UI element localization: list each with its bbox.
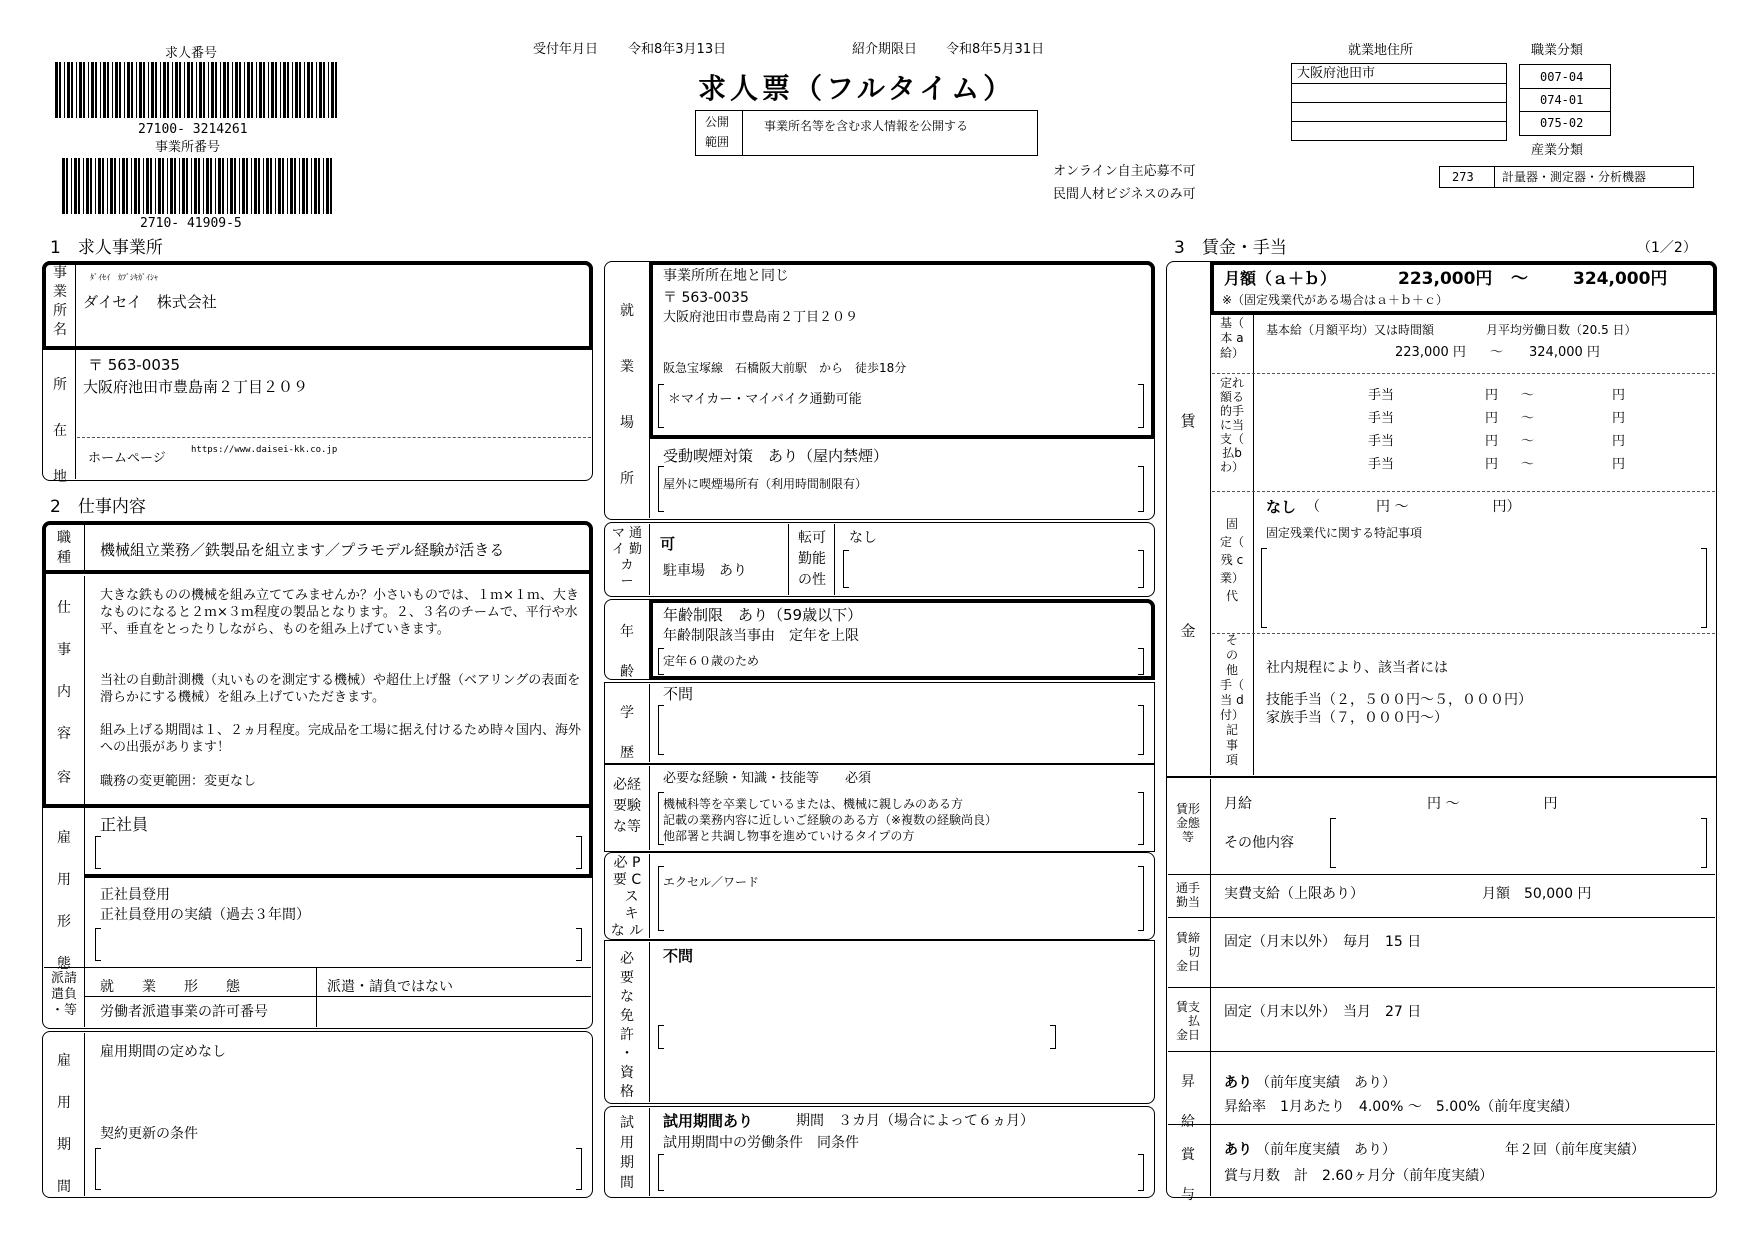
barcode-bar bbox=[203, 62, 205, 118]
company-address: 大阪府池田市豊島南２丁目２０９ bbox=[83, 378, 309, 396]
barcode-bar bbox=[328, 62, 329, 118]
barcode-bar bbox=[215, 62, 217, 118]
barcode-bar bbox=[234, 158, 236, 214]
work-form-label: 就 業 形 態 bbox=[100, 979, 240, 995]
barcode-bar bbox=[311, 62, 313, 118]
job-number: 27100- 3214261 bbox=[138, 122, 248, 137]
barcode-bar bbox=[114, 158, 116, 214]
employment-type-frame bbox=[84, 806, 593, 878]
job-category-1: 007-04 bbox=[1540, 70, 1584, 84]
barcode-bar bbox=[100, 62, 101, 118]
barcode-bar bbox=[71, 158, 72, 214]
smoking-detail: 屋外に喫煙場所有（利用時間制限有） bbox=[663, 477, 868, 491]
barcode-bar bbox=[203, 158, 204, 214]
barcode-bar bbox=[67, 62, 70, 118]
barcode-bar bbox=[88, 62, 89, 118]
barcode-bar bbox=[143, 62, 145, 118]
barcode-bar bbox=[150, 158, 152, 214]
barcode-bar bbox=[151, 62, 154, 118]
regular-promotion: 正社員登用 bbox=[100, 887, 170, 903]
homepage-url[interactable]: https://www.daisei-kk.co.jp bbox=[191, 445, 338, 455]
job-number-label: 求人番号 bbox=[165, 46, 218, 61]
job-content-p2: 当社の自動計測機（丸いものを測定する機械）や超仕上げ盤（ベアリングの表面を滑らかにする機械）を組み上げていただきます。 bbox=[100, 673, 581, 705]
commute-allowance-label: 通手 勤当 bbox=[1175, 881, 1200, 909]
barcode-bar bbox=[311, 158, 312, 214]
barcode-bar bbox=[146, 158, 149, 214]
car-section bbox=[604, 522, 1155, 597]
barcode-bar bbox=[268, 62, 269, 118]
barcode-bar bbox=[174, 158, 176, 214]
age-detail: 定年６０歳のため bbox=[663, 654, 760, 668]
barcode-bar bbox=[290, 158, 293, 214]
barcode-bar bbox=[299, 158, 300, 214]
barcode-bar bbox=[222, 158, 224, 214]
barcode-bar bbox=[295, 62, 298, 118]
experience-line2: 記載の業務内容に近しいご経験のある方（※複数の経験尚良） bbox=[663, 813, 998, 827]
job-category-label: 職業分類 bbox=[1531, 43, 1584, 58]
disclosure-box bbox=[695, 110, 1038, 156]
barcode-bar bbox=[208, 62, 209, 118]
allowance-tilde: 〜 bbox=[1521, 388, 1535, 403]
page-title: 求人票（フルタイム） bbox=[698, 72, 1016, 105]
barcode-bar bbox=[287, 62, 289, 118]
basic-min: 223,000 円 bbox=[1395, 345, 1466, 360]
wage-label-1: 賃 bbox=[1180, 412, 1196, 430]
payday-value: 固定（月末以外） 当月 27 日 bbox=[1224, 1004, 1422, 1020]
job-content-p1: 大きな鉄ものの機械を組み立ててみませんか？小さいものでは、１ｍ×１ｍ、大きなものになると２ｍ×３ｍ程度の製品となります。２、３名のチームで、平行や水平、垂直をとったりしながら、ものを組み上げていきます。 bbox=[100, 588, 579, 637]
barcode-bar bbox=[316, 62, 317, 118]
workplace-frame bbox=[649, 261, 1155, 439]
barcode-bar bbox=[215, 158, 216, 214]
barcode-bar bbox=[227, 62, 229, 118]
payday-label: 賃支 払 金日 bbox=[1175, 1000, 1200, 1042]
barcode-bar bbox=[95, 158, 96, 214]
barcode-bar bbox=[258, 158, 260, 214]
industry-label: 産業分類 bbox=[1531, 143, 1584, 158]
disclosure-label: 公開 bbox=[705, 115, 730, 129]
received-date-label: 受付年月日 bbox=[533, 42, 599, 57]
allowance-name: 手当 bbox=[1368, 457, 1395, 472]
bonus-value: あり bbox=[1224, 1142, 1252, 1158]
barcode-bar bbox=[119, 62, 121, 118]
fixed-overtime-label: 固 定（ 残 c 業） 代 bbox=[1219, 517, 1244, 603]
barcode-bar bbox=[230, 158, 233, 214]
referral-deadline: 令和8年5月31日 bbox=[946, 42, 1045, 57]
workplace-address: 大阪府池田市豊島南２丁目２０９ bbox=[663, 310, 859, 325]
barcode-bar bbox=[119, 158, 120, 214]
workplace-postal: 〒 563-0035 bbox=[663, 290, 749, 306]
barcode-bar bbox=[110, 158, 113, 214]
barcode-bar bbox=[179, 158, 180, 214]
barcode-bar bbox=[196, 62, 197, 118]
job-type: 機械組立業務／鉄製品を組立ます／プラモデル経験が活きる bbox=[100, 541, 505, 559]
allowance-yen: 円 bbox=[1612, 434, 1626, 449]
work-address-label: 就業地住所 bbox=[1348, 43, 1414, 58]
barcode-bar bbox=[83, 62, 85, 118]
barcode-bar bbox=[270, 158, 272, 214]
allowance-tilde: 〜 bbox=[1521, 411, 1535, 426]
barcode-bar bbox=[86, 158, 89, 214]
barcode-bar bbox=[62, 158, 65, 214]
barcode-bar bbox=[251, 158, 252, 214]
education-value: 不問 bbox=[663, 685, 694, 703]
barcode-bar bbox=[263, 62, 265, 118]
barcode-bar bbox=[292, 62, 293, 118]
barcode-bar bbox=[299, 62, 301, 118]
barcode-bar bbox=[283, 62, 286, 118]
allowance-tilde: 〜 bbox=[1521, 434, 1535, 449]
private-hr-note: 民間人材ビジネスのみ可 bbox=[1053, 187, 1196, 202]
monthly-note: ※（固定残業代がある場合はａ＋ｂ＋ｃ） bbox=[1222, 293, 1449, 307]
barcode-bar bbox=[278, 158, 281, 214]
pc-skill-value: エクセル／ワード bbox=[663, 875, 760, 889]
other-allowance-line3: 家族手当（７，０００円〜） bbox=[1266, 710, 1448, 726]
allowance-yen: 円 bbox=[1612, 411, 1626, 426]
experience-line3: 他部署と共調し物事を進めていけるタイプの方 bbox=[663, 829, 915, 843]
barcode-bar bbox=[163, 62, 166, 118]
barcode-bar bbox=[256, 62, 257, 118]
wage-form-label: 賃形 金態 等 bbox=[1175, 802, 1200, 844]
barcode-bar bbox=[323, 62, 325, 118]
commute-allowance-amount: 月額 50,000 円 bbox=[1482, 886, 1592, 902]
period-label: 雇 用 期 間 bbox=[57, 1053, 71, 1195]
address-label: 所 在 地 bbox=[53, 377, 67, 485]
section1-heading: 1 求人事業所 bbox=[50, 238, 163, 258]
commute-note: ＊マイカー・マイバイク通勤可能 bbox=[668, 392, 862, 407]
barcode-bar bbox=[136, 62, 137, 118]
barcode-bar bbox=[246, 158, 248, 214]
barcode-bar bbox=[155, 158, 156, 214]
barcode-bar bbox=[91, 62, 94, 118]
transfer-value: なし bbox=[849, 530, 877, 546]
basic-header: 基本給（月額平均）又は時間額 bbox=[1266, 323, 1435, 337]
job-type-label: 職 種 bbox=[57, 530, 71, 566]
homepage-label: ホームページ bbox=[88, 451, 166, 466]
work-form-value: 派遣・請負ではない bbox=[327, 979, 453, 995]
barcode-bar bbox=[76, 62, 77, 118]
raise-rate: 昇給率 1月あたり 4.00% 〜 5.00%（前年度実績） bbox=[1224, 1099, 1579, 1115]
age-reason: 年齢制限該当事由 定年を上限 bbox=[663, 628, 859, 644]
barcode-bar bbox=[266, 158, 269, 214]
wage-form-value: 月給 bbox=[1224, 796, 1252, 812]
barcode-bar bbox=[162, 158, 164, 214]
barcode-bar bbox=[259, 62, 262, 118]
license-value: 不問 bbox=[663, 947, 694, 965]
company-name-label: 事 業 所 名 bbox=[53, 265, 67, 338]
barcode-bar bbox=[275, 62, 277, 118]
smoking-policy: 受動喫煙対策 あり（屋内禁煙） bbox=[663, 447, 889, 465]
barcode-bar bbox=[319, 62, 322, 118]
job-category-3: 075-02 bbox=[1540, 116, 1584, 130]
barcode-bar bbox=[71, 62, 73, 118]
industry-code: 273 bbox=[1452, 170, 1474, 184]
bonus-label: 賞 与 bbox=[1181, 1147, 1195, 1203]
barcode-bar bbox=[282, 158, 284, 214]
workplace-label: 就 業 場 所 bbox=[620, 303, 634, 487]
barcode-bar bbox=[198, 158, 200, 214]
barcode-bar bbox=[175, 62, 178, 118]
barcode-bar bbox=[124, 62, 125, 118]
allowance-name: 手当 bbox=[1368, 434, 1395, 449]
barcode-bar bbox=[155, 62, 157, 118]
referral-deadline-label: 紹介期限日 bbox=[852, 42, 918, 57]
section3-heading: 3 賃金・手当 bbox=[1174, 238, 1287, 258]
barcode-bar bbox=[131, 158, 132, 214]
workplace-same: 事業所所在地と同じ bbox=[663, 268, 789, 284]
education-label: 学 歴 bbox=[620, 705, 634, 761]
job-content-label-end: 容 bbox=[57, 770, 71, 786]
allowance-tilde: 〜 bbox=[1521, 457, 1535, 472]
age-limit: 年齢制限 あり（59歳以下） bbox=[663, 606, 863, 624]
barcode-bar bbox=[64, 62, 65, 118]
renewal-label: 契約更新の条件 bbox=[100, 1126, 198, 1142]
workplace-access: 阪急宝塚線 石橋阪大前駅 から 徒歩18分 bbox=[663, 361, 907, 375]
wage-label-2: 金 bbox=[1180, 622, 1196, 640]
barcode-bar bbox=[194, 158, 197, 214]
barcode-bar bbox=[143, 158, 144, 214]
monthly-label: 月額（ａ＋ｂ） bbox=[1224, 269, 1337, 288]
bonus-record: （前年度実績 あり） bbox=[1256, 1142, 1396, 1158]
monthly-min: 223,000円 bbox=[1398, 269, 1493, 289]
barcode-bar bbox=[306, 158, 308, 214]
barcode-bar bbox=[79, 62, 82, 118]
barcode-bar bbox=[206, 158, 209, 214]
barcode-bar bbox=[107, 62, 109, 118]
pc-skill-section bbox=[604, 852, 1155, 940]
car-commute-label: マ 通 イ 勤 カ ー bbox=[611, 526, 643, 589]
other-allowance-line2: 技能手当（２，５００円〜５，０００円） bbox=[1266, 692, 1532, 708]
barcode-bar bbox=[112, 62, 113, 118]
wage-form-other: その他内容 bbox=[1224, 835, 1294, 851]
allowance-yen: 円 bbox=[1485, 457, 1499, 472]
barcode-bar bbox=[55, 62, 58, 118]
regular-promotion-record: 正社員登用の実績（過去３年間） bbox=[100, 907, 310, 923]
barcode-bar bbox=[184, 62, 185, 118]
allowance-yen: 円 bbox=[1485, 411, 1499, 426]
dispatch-permit-label: 労働者派遣事業の許可番号 bbox=[100, 1004, 268, 1020]
barcode-bar bbox=[275, 158, 276, 214]
basic-max: 324,000 円 bbox=[1529, 345, 1600, 360]
company-furigana: ﾀﾞｲｾｲ ｶﾌﾞｼｷｶﾞｲｼｬ bbox=[90, 273, 158, 282]
barcode-bar bbox=[307, 62, 310, 118]
barcode-bar bbox=[74, 158, 77, 214]
barcode-bar bbox=[138, 158, 140, 214]
page-indicator: （1／2） bbox=[1637, 240, 1697, 256]
barcode-bar bbox=[191, 158, 192, 214]
overtime-value: なし bbox=[1266, 498, 1297, 516]
experience-line1: 機械科等を卒業しているまたは、機械に親しみのある方 bbox=[663, 797, 964, 811]
parking: 駐車場 あり bbox=[663, 563, 747, 579]
barcode-bar bbox=[331, 62, 334, 118]
job-content-p3: 組み上げる期間は１、２ヵ月程度。完成品を工場に据え付けるため時々国内、海外への出張があります！ bbox=[100, 723, 582, 755]
industry-name: 計量器・測定器・分析機器 bbox=[1502, 170, 1647, 184]
job-category-2: 074-01 bbox=[1540, 93, 1584, 107]
job-content-label: 仕 事 内 容 bbox=[57, 600, 71, 742]
barcode-bar bbox=[223, 62, 226, 118]
bonus-times: 年２回（前年度実績） bbox=[1505, 1142, 1645, 1158]
car-commute-value: 可 bbox=[660, 535, 676, 553]
industry-box bbox=[1439, 166, 1694, 188]
fixed-allowance-label: 定れ 額る 的手 に当 支（ 払b わ） bbox=[1219, 376, 1244, 474]
raise-value: あり bbox=[1224, 1075, 1252, 1091]
barcode-bar bbox=[107, 158, 108, 214]
barcode-bar bbox=[134, 158, 137, 214]
barcode-bar bbox=[186, 158, 188, 214]
barcode-bar bbox=[280, 62, 281, 118]
barcode-bar bbox=[115, 62, 118, 118]
job-number-barcode bbox=[55, 62, 340, 118]
barcode-bar bbox=[127, 62, 130, 118]
barcode-bar bbox=[251, 62, 253, 118]
barcode-bar bbox=[102, 158, 104, 214]
barcode-bar bbox=[98, 158, 101, 214]
wage-form-range: 円 〜 円 bbox=[1427, 796, 1558, 812]
barcode-bar bbox=[232, 62, 233, 118]
barcode-bar bbox=[239, 158, 240, 214]
barcode-bar bbox=[90, 158, 92, 214]
basic-tilde: 〜 bbox=[1490, 345, 1504, 360]
company-postal: 〒 563-0035 bbox=[88, 356, 180, 374]
barcode-bar bbox=[66, 158, 68, 214]
barcode-bar bbox=[167, 62, 169, 118]
disclosure-label-2: 範囲 bbox=[705, 135, 730, 149]
other-allowance-label: そ の 他 手（ 当 d 付） 記 事 項 bbox=[1219, 633, 1244, 767]
barcode-bar bbox=[242, 158, 245, 214]
raise-record: （前年度実績 あり） bbox=[1256, 1075, 1396, 1091]
age-label: 年 齢 bbox=[620, 624, 634, 680]
allowance-yen: 円 bbox=[1612, 388, 1626, 403]
company-name: ダイセイ 株式会社 bbox=[83, 293, 217, 311]
barcode-bar bbox=[83, 158, 84, 214]
commute-allowance-value: 実費支給（上限あり） bbox=[1224, 886, 1364, 902]
allowance-yen: 円 bbox=[1485, 388, 1499, 403]
barcode-bar bbox=[199, 62, 202, 118]
employment-type: 正社員 bbox=[100, 815, 149, 834]
barcode-bar bbox=[326, 158, 329, 214]
barcode-bar bbox=[335, 62, 337, 118]
monthly-tilde: 〜 bbox=[1511, 269, 1528, 289]
barcode-bar bbox=[263, 158, 264, 214]
barcode-bar bbox=[131, 62, 133, 118]
period-value: 雇用期間の定めなし bbox=[100, 1044, 226, 1060]
trial-label: 試 用 期 間 bbox=[620, 1115, 634, 1191]
allowance-name: 手当 bbox=[1368, 411, 1395, 426]
barcode-bar bbox=[139, 62, 142, 118]
barcode-bar bbox=[254, 158, 257, 214]
trial-condition: 試用期間中の労働条件 同条件 bbox=[663, 1135, 859, 1151]
allowance-name: 手当 bbox=[1368, 388, 1395, 403]
employment-label: 雇 用 形 態 bbox=[57, 830, 71, 972]
pc-skill-label: 必 P 要 C ス キ な ル bbox=[610, 855, 644, 939]
barcode-bar bbox=[235, 62, 238, 118]
trial-period: 期間 ３カ月（場合によって６ヵ月） bbox=[796, 1113, 1034, 1129]
barcode-bar bbox=[59, 62, 61, 118]
dispatch-label: 派請 遣負 ・等 bbox=[50, 971, 77, 1018]
barcode-bar bbox=[247, 62, 250, 118]
barcode-bar bbox=[191, 62, 193, 118]
online-note: オンライン自主応募不可 bbox=[1053, 164, 1196, 179]
job-category-box bbox=[1519, 64, 1611, 136]
barcode-bar bbox=[167, 158, 168, 214]
barcode-bar bbox=[103, 62, 106, 118]
closing-date-label: 賃締 切 金日 bbox=[1175, 931, 1200, 973]
trial-value: 試用期間あり bbox=[663, 1112, 754, 1130]
barcode-bar bbox=[287, 158, 288, 214]
experience-header: 必要な経験・知識・技能等 必須 bbox=[663, 771, 872, 786]
allowance-yen: 円 bbox=[1612, 457, 1626, 472]
received-date: 令和8年3月13日 bbox=[628, 42, 727, 57]
barcode-bar bbox=[95, 62, 97, 118]
barcode-bar bbox=[187, 62, 190, 118]
overtime-range: （ 円 〜 円） bbox=[1306, 499, 1521, 515]
barcode-bar bbox=[302, 158, 305, 214]
barcode-bar bbox=[170, 158, 173, 214]
barcode-bar bbox=[126, 158, 128, 214]
barcode-bar bbox=[304, 62, 305, 118]
bonus-months: 賞与月数 計 2.60ヶ月分（前年度実績） bbox=[1224, 1168, 1494, 1184]
barcode-bar bbox=[227, 158, 228, 214]
barcode-bar bbox=[158, 158, 161, 214]
license-label: 必 要 な 免 許 ・ 資 格 bbox=[620, 951, 634, 1100]
office-number-barcode bbox=[62, 158, 332, 214]
barcode-bar bbox=[182, 158, 185, 214]
section2-heading: 2 仕事内容 bbox=[50, 497, 146, 517]
basic-pay-label: 基（ 本 a 給） bbox=[1219, 316, 1244, 360]
barcode-bar bbox=[148, 62, 149, 118]
office-number-label: 事業所番号 bbox=[155, 140, 221, 155]
work-address: 大阪府池田市 bbox=[1297, 66, 1376, 81]
office-number: 2710- 41909-5 bbox=[140, 216, 242, 231]
barcode-bar bbox=[314, 158, 317, 214]
barcode-bar bbox=[271, 62, 274, 118]
closing-date-value: 固定（月末以外） 毎月 15 日 bbox=[1224, 934, 1422, 950]
overtime-note: 固定残業代に関する特記事項 bbox=[1266, 526, 1423, 540]
other-allowance-line1: 社内規程により、該当者には bbox=[1266, 660, 1448, 676]
barcode-bar bbox=[318, 158, 320, 214]
barcode-bar bbox=[78, 158, 80, 214]
transfer-label: 転可 勤能 の性 bbox=[798, 530, 826, 588]
barcode-bar bbox=[122, 158, 125, 214]
work-address-box bbox=[1291, 63, 1507, 141]
barcode-bar bbox=[244, 62, 245, 118]
barcode-bar bbox=[179, 62, 181, 118]
experience-label: 必経 要験 な等 bbox=[613, 777, 641, 835]
barcode-bar bbox=[220, 62, 221, 118]
disclosure-value: 事業所名等を含む求人情報を公開する bbox=[764, 119, 969, 133]
job-content-p4: 職務の変更範囲：変更なし bbox=[100, 774, 257, 789]
average-days: 月平均労働日数（20.5 日） bbox=[1486, 323, 1637, 337]
barcode-bar bbox=[323, 158, 324, 214]
barcode-bar bbox=[210, 158, 212, 214]
barcode-bar bbox=[294, 158, 296, 214]
barcode-bar bbox=[211, 62, 214, 118]
raise-label: 昇 給 bbox=[1181, 1074, 1195, 1130]
barcode-bar bbox=[172, 62, 173, 118]
monthly-max: 324,000円 bbox=[1573, 269, 1668, 289]
allowance-yen: 円 bbox=[1485, 434, 1499, 449]
barcode-bar bbox=[218, 158, 221, 214]
barcode-bar bbox=[160, 62, 161, 118]
barcode-bar bbox=[330, 158, 332, 214]
barcode-bar bbox=[239, 62, 241, 118]
